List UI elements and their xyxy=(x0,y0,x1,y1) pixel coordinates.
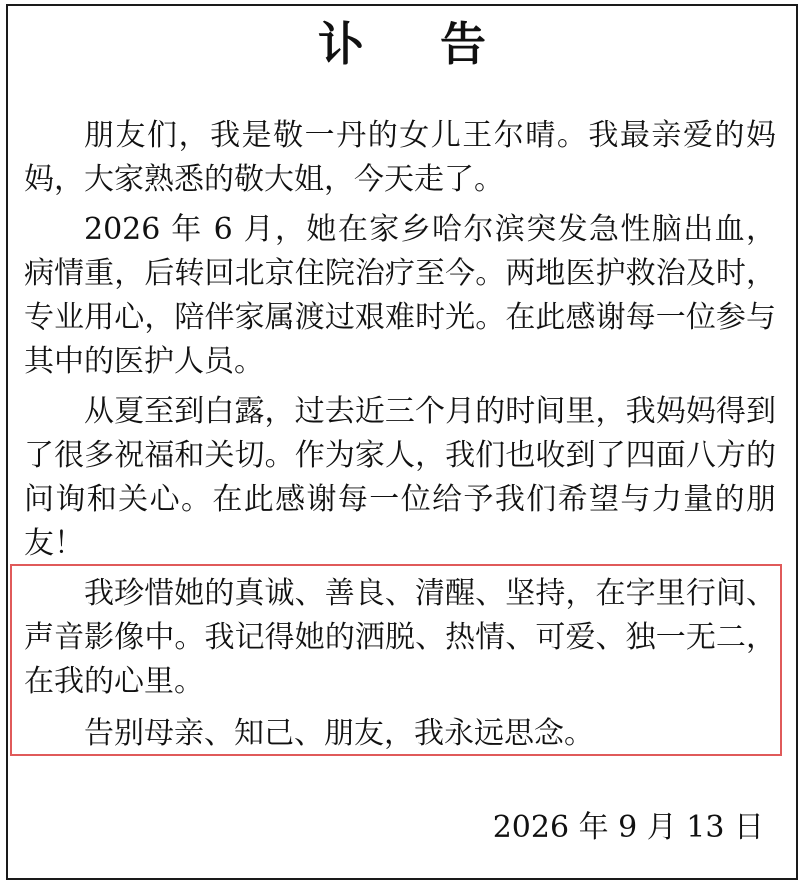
paragraph-farewell: 告别母亲、知己、朋友，我永远思念。 xyxy=(84,716,594,751)
paragraph-intro: 朋友们，我是敬一丹的女儿王尔晴。我最亲爱的妈妈，大家熟悉的敬大姐，今天走了。 xyxy=(24,118,776,197)
paragraph-remembrance: 我珍惜她的真诚、善良、清醒、坚持，在字里行间、声音影像中。我记得她的洒脱、热情、可爱、独一无二，在我的心里。 xyxy=(24,576,776,699)
obituary-document xyxy=(6,4,798,880)
document-date: 2026 年 9 月 13 日 xyxy=(492,810,764,845)
document-title: 讣 告 xyxy=(317,17,516,71)
paragraph-illness: 2026 年 6 月，她在家乡哈尔滨突发急性脑出血，病情重，后转回北京住院治疗至今。两地医护救治及时，专业用心，陪伴家属渡过艰难时光。在此感谢每一位参与其中的医护人员。 xyxy=(24,212,776,379)
paragraph-thanks-friends: 从夏至到白露，过去近三个月的时间里，我妈妈得到了很多祝福和关切。作为家人，我们也收到了四面八方的问询和关心。在此感谢每一位给予我们希望与力量的朋友！ xyxy=(24,394,776,561)
